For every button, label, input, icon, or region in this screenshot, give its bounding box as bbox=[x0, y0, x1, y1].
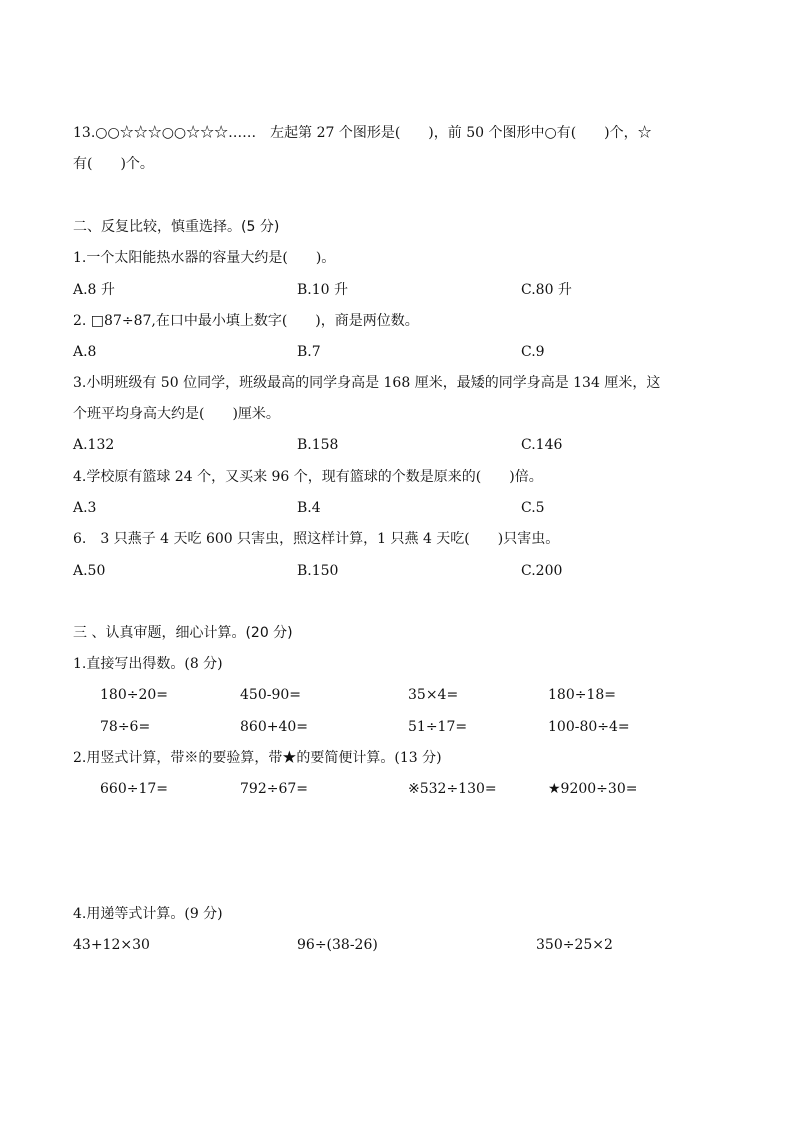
s2-q6-option-a: A.50 bbox=[73, 563, 106, 579]
s2-q4-options bbox=[73, 499, 733, 517]
s3-part1-r2-c4: 100-80÷4= bbox=[548, 719, 630, 735]
s3-part4-row bbox=[73, 936, 733, 954]
s2-q1-text: 1.一个太阳能热水器的容量大约是( )。 bbox=[73, 250, 336, 266]
s3-part1-r2-c3: 51÷17= bbox=[408, 719, 468, 735]
s3-part4-title: 4.用递等式计算。(9 分) bbox=[73, 906, 223, 922]
s2-q6-text: 6. 3 只燕子 4 天吃 600 只害虫，照这样计算，1 只燕 4 天吃( )只害虫。 bbox=[73, 531, 560, 547]
s3-part2-c2: 792÷67= bbox=[240, 781, 308, 797]
s2-q1-option-c: C.80 升 bbox=[521, 282, 572, 298]
s2-q1-options bbox=[73, 281, 733, 299]
s2-q4-option-a: A.3 bbox=[73, 500, 97, 516]
s2-q3-options bbox=[73, 436, 733, 454]
s2-q6-options bbox=[73, 562, 733, 580]
s3-part1-row2 bbox=[100, 718, 700, 736]
s2-q2-text: 2. □87÷87,在口中最小填上数字( )，商是两位数。 bbox=[73, 313, 419, 329]
s3-part1-r1-c4: 180÷18= bbox=[548, 687, 616, 703]
s3-part4-c1: 43+12×30 bbox=[73, 937, 150, 953]
s2-q3-option-b: B.158 bbox=[297, 437, 339, 453]
s3-part1-r2-c2: 860+40= bbox=[240, 719, 308, 735]
s2-q6-option-b: B.150 bbox=[297, 563, 339, 579]
s2-q1-option-a: A.8 升 bbox=[73, 282, 115, 298]
s2-q2-option-c: C.9 bbox=[521, 344, 545, 360]
s3-part1-title: 1.直接写出得数。(8 分) bbox=[73, 656, 223, 672]
section3-heading: 三 、认真审题，细心计算。(20 分) bbox=[73, 625, 293, 641]
s3-part2-row bbox=[100, 780, 700, 798]
q13-line1: 13.○○☆☆☆○○☆☆☆…… 左起第 27 个图形是( )，前 50 个图形中○有( )个，☆ bbox=[73, 125, 652, 141]
s3-part1-row1 bbox=[100, 686, 700, 704]
s3-part1-r2-c1: 78÷6= bbox=[100, 719, 151, 735]
s2-q3-option-c: C.146 bbox=[521, 437, 563, 453]
section2-heading: 二、反复比较，慎重选择。(5 分) bbox=[73, 219, 280, 235]
s3-part2-c4: ★9200÷30= bbox=[548, 781, 638, 797]
s2-q2-option-a: A.8 bbox=[73, 344, 97, 360]
s2-q6-option-c: C.200 bbox=[521, 563, 563, 579]
s2-q1-option-b: B.10 升 bbox=[297, 282, 349, 298]
s3-part1-r1-c1: 180÷20= bbox=[100, 687, 168, 703]
s2-q2-options bbox=[73, 343, 733, 361]
s2-q3-text2: 个班平均身高大约是( )厘米。 bbox=[73, 406, 280, 422]
s3-part2-c3: ※532÷130= bbox=[408, 781, 497, 797]
s3-part1-r1-c2: 450-90= bbox=[240, 687, 301, 703]
s3-part2-title: 2.用竖式计算，带※的要验算，带★的要简便计算。(13 分) bbox=[73, 750, 442, 766]
s3-part2-c1: 660÷17= bbox=[100, 781, 168, 797]
s2-q3-option-a: A.132 bbox=[73, 437, 115, 453]
s2-q4-option-c: C.5 bbox=[521, 500, 545, 516]
s2-q3-text: 3.小明班级有 50 位同学，班级最高的同学身高是 168 厘米，最矮的同学身高是 134 厘米，这 bbox=[73, 375, 661, 391]
s2-q4-text: 4.学校原有篮球 24 个，又买来 96 个，现有篮球的个数是原来的( )倍。 bbox=[73, 469, 543, 485]
s2-q4-option-b: B.4 bbox=[297, 500, 321, 516]
s2-q2-option-b: B.7 bbox=[297, 344, 321, 360]
s3-part4-c3: 350÷25×2 bbox=[536, 937, 613, 953]
s3-part1-r1-c3: 35×4= bbox=[408, 687, 459, 703]
s3-part4-c2: 96÷(38-26) bbox=[297, 937, 378, 953]
q13-line2: 有( )个。 bbox=[73, 156, 154, 172]
